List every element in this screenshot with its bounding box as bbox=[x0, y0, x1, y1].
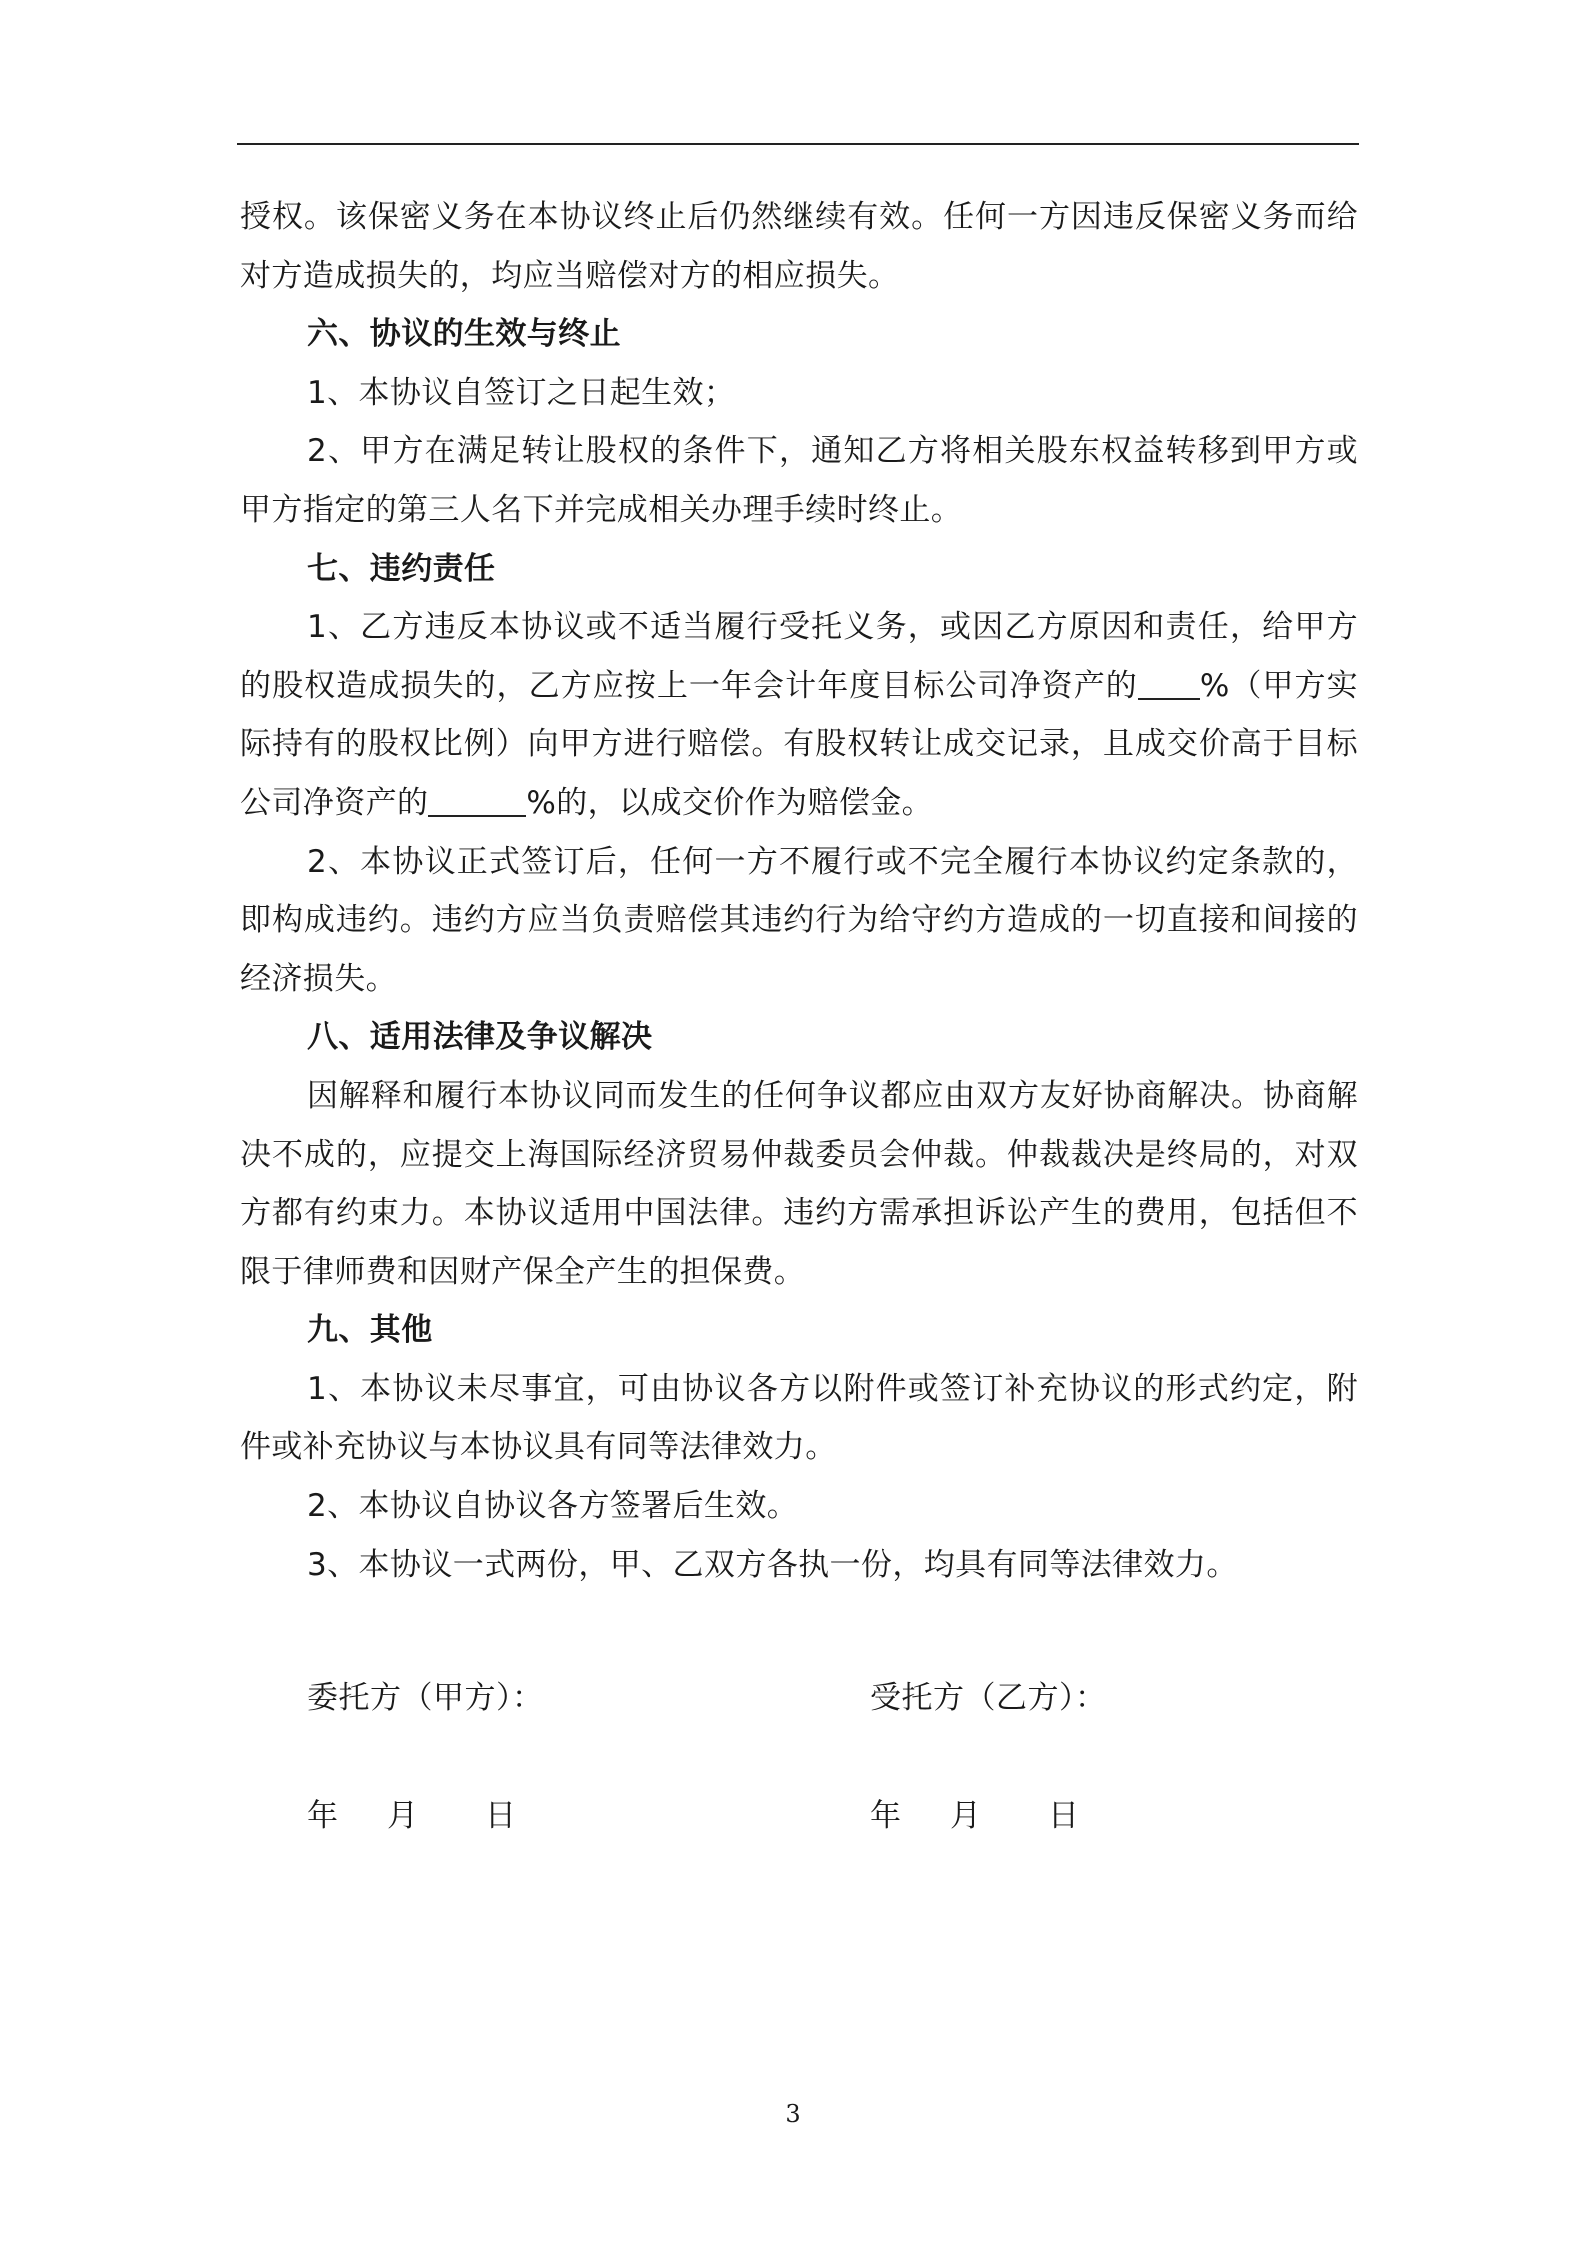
clause-7-1-part-c: %的，以成交价作为赔偿金。 bbox=[526, 784, 934, 821]
section-heading-breach-liability: 七、违约责任 bbox=[307, 550, 496, 587]
percentage-blank-1[interactable] bbox=[1138, 666, 1200, 700]
section-heading-effect-termination: 六、协议的生效与终止 bbox=[307, 316, 621, 353]
page-number: 3 bbox=[785, 2100, 801, 2128]
clause-9-3: 3、本协议一式两份，甲、乙双方各执一份，均具有同等法律效力。 bbox=[307, 1546, 1238, 1583]
clause-7-1 bbox=[240, 598, 1358, 832]
section-heading-law-disputes: 八、适用法律及争议解决 bbox=[307, 1019, 653, 1056]
party-b-signature-label: 受托方（乙方）： bbox=[870, 1680, 1107, 1716]
date-day-label: 日 bbox=[1048, 1798, 1080, 1834]
party-b-date bbox=[870, 1790, 1080, 1835]
date-year-label: 年 bbox=[870, 1798, 902, 1834]
clause-7-1-part-a: 1、乙方违反本协议或不适当履行受托义务，或因乙方原因和责任，给甲方的股权造成损失的，乙方应按上一年会计年度目标公司净资产的 bbox=[240, 609, 1358, 704]
party-a-date bbox=[307, 1790, 517, 1835]
clause-8: 因解释和履行本协议同而发生的任何争议都应由双方友好协商解决。协商解决不成的，应提交上海国际经济贸易仲裁委员会仲裁。仲裁裁决是终局的，对双方都有约束力。本协议适用中国法律。违约方需承担诉讼产生的费用，包括但不限于律师费和因财产保全产生的担保费。 bbox=[240, 1077, 1358, 1290]
header-rule bbox=[237, 143, 1359, 145]
clause-6-1: 1、本协议自签订之日起生效； bbox=[307, 374, 736, 411]
percentage-blank-2[interactable] bbox=[428, 783, 526, 817]
date-day-label: 日 bbox=[485, 1798, 517, 1834]
clause-9-2: 2、本协议自协议各方签署后生效。 bbox=[307, 1488, 799, 1525]
clause-6-2: 2、甲方在满足转让股权的条件下，通知乙方将相关股东权益转移到甲方或甲方指定的第三人名下并完成相关办理手续时终止。 bbox=[240, 433, 1358, 528]
clause-9-1: 1、本协议未尽事宜，可由协议各方以附件或签订补充协议的形式约定，附件或补充协议与本协议具有同等法律效力。 bbox=[240, 1370, 1358, 1466]
clause-7-2: 2、本协议正式签订后，任何一方不履行或不完全履行本协议约定条款的，即构成违约。违约方应当负责赔偿其违约行为给守约方造成的一切直接和间接的经济损失。 bbox=[240, 843, 1358, 997]
section-heading-other: 九、其他 bbox=[307, 1312, 433, 1349]
date-month-label: 月 bbox=[387, 1798, 419, 1834]
clause-7-1-part-b: %（甲方实际持有的股权比例）向甲方进行赔偿。有股权转让成交记录，且成交价高于目标公司净资产的 bbox=[240, 667, 1358, 821]
date-month-label: 月 bbox=[950, 1798, 982, 1834]
date-year-label: 年 bbox=[307, 1798, 339, 1834]
document-body bbox=[240, 188, 1358, 1594]
party-a-signature-label: 委托方（甲方）： bbox=[307, 1680, 544, 1716]
paragraph-confidentiality-continued: 授权。该保密义务在本协议终止后仍然继续有效。任何一方因违反保密义务而给对方造成损失的，均应当赔偿对方的相应损失。 bbox=[240, 199, 1358, 294]
